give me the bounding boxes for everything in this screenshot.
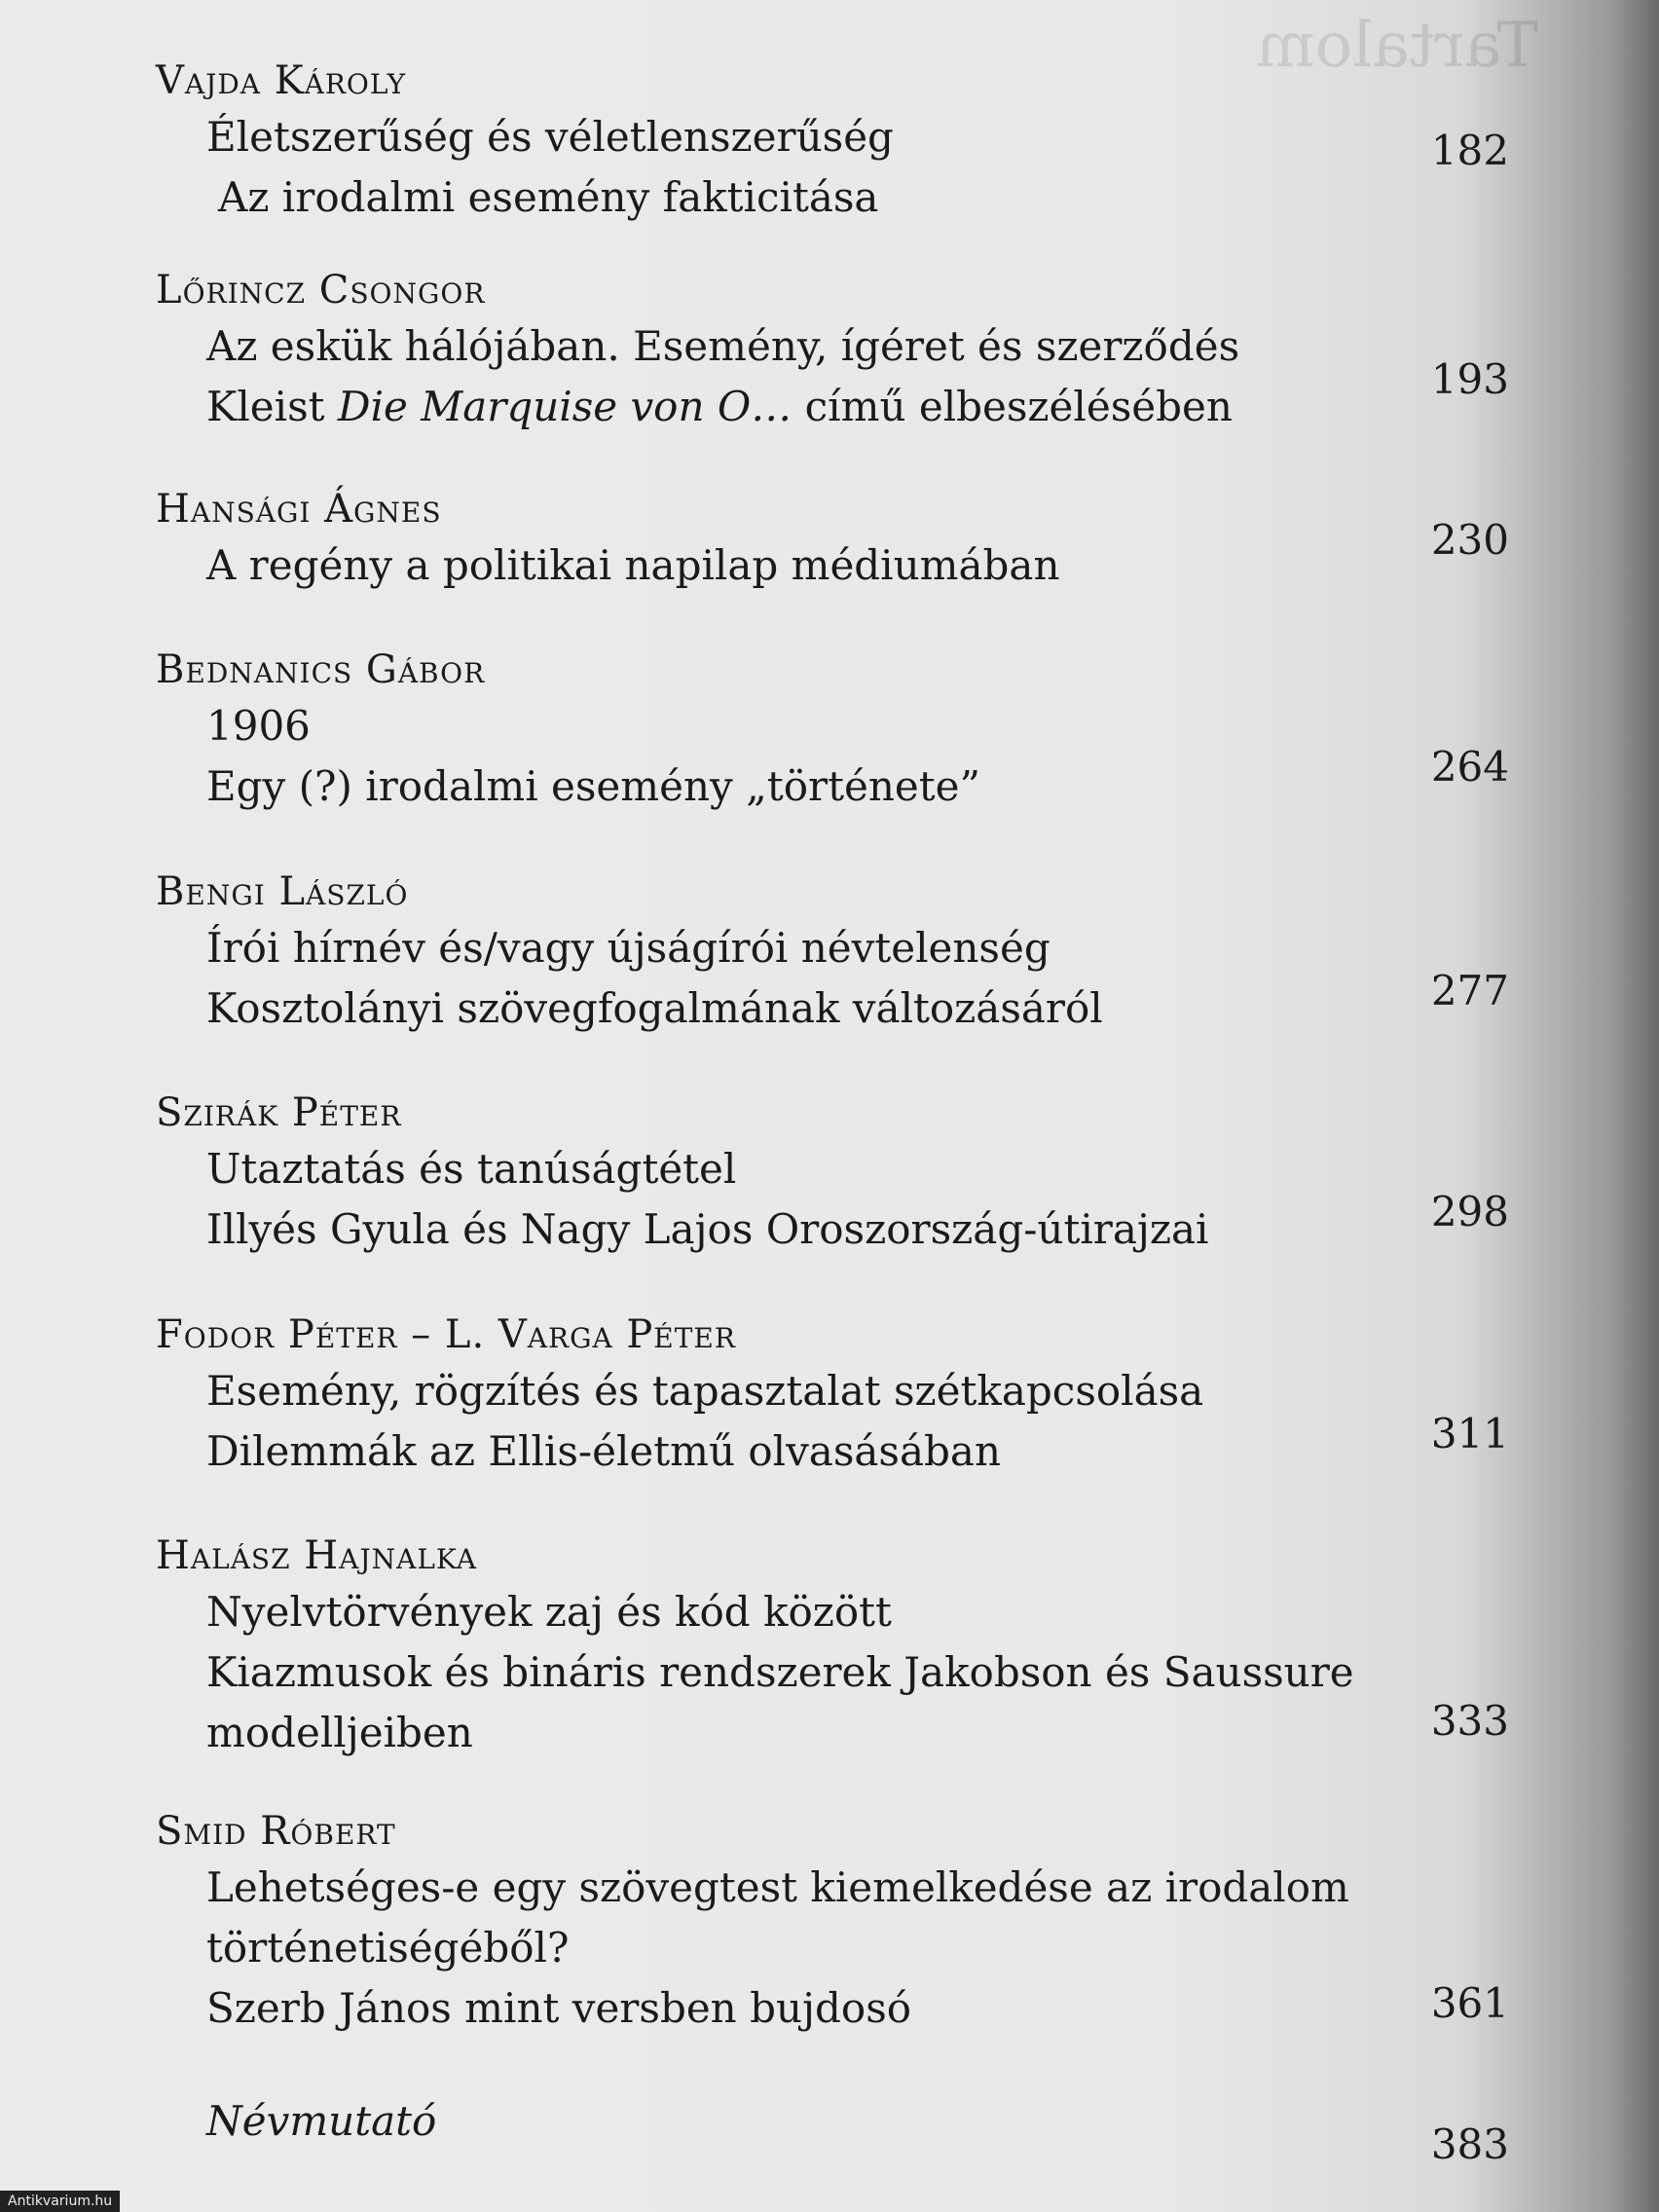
toc-entry bbox=[156, 1533, 1567, 1763]
index-page-number: 383 bbox=[1430, 2120, 1509, 2168]
entry-title-line: A regény a politikai napilap médiumában bbox=[206, 541, 1060, 589]
entry-author: Fodor Péter – L. Varga Péter bbox=[156, 1312, 736, 1357]
entry-page-number: 264 bbox=[1430, 743, 1509, 791]
toc-entry bbox=[156, 647, 1567, 817]
toc-entry bbox=[156, 487, 1567, 596]
entry-title-line: Kosztolányi szövegfogalmának változásáról bbox=[206, 984, 1103, 1032]
entry-title-line: Utaztatás és tanúságtétel bbox=[206, 1145, 737, 1193]
toc-entry bbox=[156, 1090, 1567, 1260]
entry-page-number: 361 bbox=[1430, 1979, 1509, 2027]
entry-page-number: 193 bbox=[1430, 355, 1509, 403]
entry-title-line: Egy (?) irodalmi esemény „története” bbox=[206, 762, 980, 810]
entry-page-number: 333 bbox=[1430, 1697, 1509, 1745]
toc-entry bbox=[156, 1312, 1567, 1482]
watermark-label: Antikvarium.hu bbox=[0, 2191, 120, 2212]
entry-title-line: modelljeiben bbox=[206, 1709, 473, 1756]
entry-title-line bbox=[206, 377, 1567, 437]
entry-title-italic: Die Marquise von O… bbox=[337, 383, 793, 430]
index-label: Névmutató bbox=[206, 2097, 437, 2145]
entry-title-line: Nyelvtörvények zaj és kód között bbox=[206, 1588, 892, 1636]
entry-page-number: 230 bbox=[1430, 516, 1509, 564]
toc-entry bbox=[156, 268, 1567, 437]
entry-title-line: történetiségéből? bbox=[206, 1924, 570, 1972]
entry-title-part: Kleist bbox=[206, 383, 338, 430]
entry-title-line: Lehetséges-e egy szövegtest kiemelkedése az irodalom bbox=[206, 1863, 1349, 1911]
entry-author: Halász Hajnalka bbox=[156, 1533, 477, 1578]
entry-author: Smid Róbert bbox=[156, 1809, 396, 1854]
entry-title-line: Az irodalmi esemény fakticitása bbox=[218, 173, 879, 221]
ghost-title: Tartalom bbox=[1255, 10, 1538, 82]
toc-entry bbox=[156, 1809, 1567, 2039]
entry-author: Bednanics Gábor bbox=[156, 647, 486, 692]
entry-title-line: Az eskük hálójában. Esemény, ígéret és szerződés bbox=[206, 322, 1240, 370]
entry-author: Lőrincz Csongor bbox=[156, 268, 486, 313]
entry-page-number: 277 bbox=[1430, 967, 1509, 1014]
entry-author: Szirák Péter bbox=[156, 1090, 402, 1135]
entry-title-line: 1906 bbox=[206, 702, 311, 750]
entry-page-number: 311 bbox=[1430, 1410, 1509, 1457]
entry-page-number: 182 bbox=[1430, 127, 1509, 174]
entry-author: Vajda Károly bbox=[156, 58, 407, 103]
entry-author: Bengi László bbox=[156, 869, 409, 914]
toc-entry bbox=[156, 58, 1567, 228]
toc-entry-index bbox=[156, 2091, 1567, 2168]
entry-title-line: Esemény, rögzítés és tapasztalat szétkapcsolása bbox=[206, 1367, 1204, 1415]
entry-title-line: Illyés Gyula és Nagy Lajos Oroszország-útirajzai bbox=[206, 1205, 1209, 1253]
entry-page-number: 298 bbox=[1430, 1188, 1509, 1235]
entry-title-line: Életszerűség és véletlenszerűség bbox=[206, 113, 894, 161]
entry-title-line: Dilemmák az Ellis-életmű olvasásában bbox=[206, 1427, 1002, 1475]
entry-author: Hansági Ágnes bbox=[156, 487, 442, 532]
entry-title-line: Írói hírnév és/vagy újságírói névtelenség bbox=[206, 924, 1051, 972]
toc-entry bbox=[156, 869, 1567, 1039]
entry-title-line: Szerb János mint versben bujdosó bbox=[206, 1984, 912, 2032]
entry-title-part: című elbeszélésében bbox=[792, 383, 1233, 430]
entry-title-line: Kiazmusok és bináris rendszerek Jakobson és Saussure bbox=[206, 1648, 1354, 1696]
